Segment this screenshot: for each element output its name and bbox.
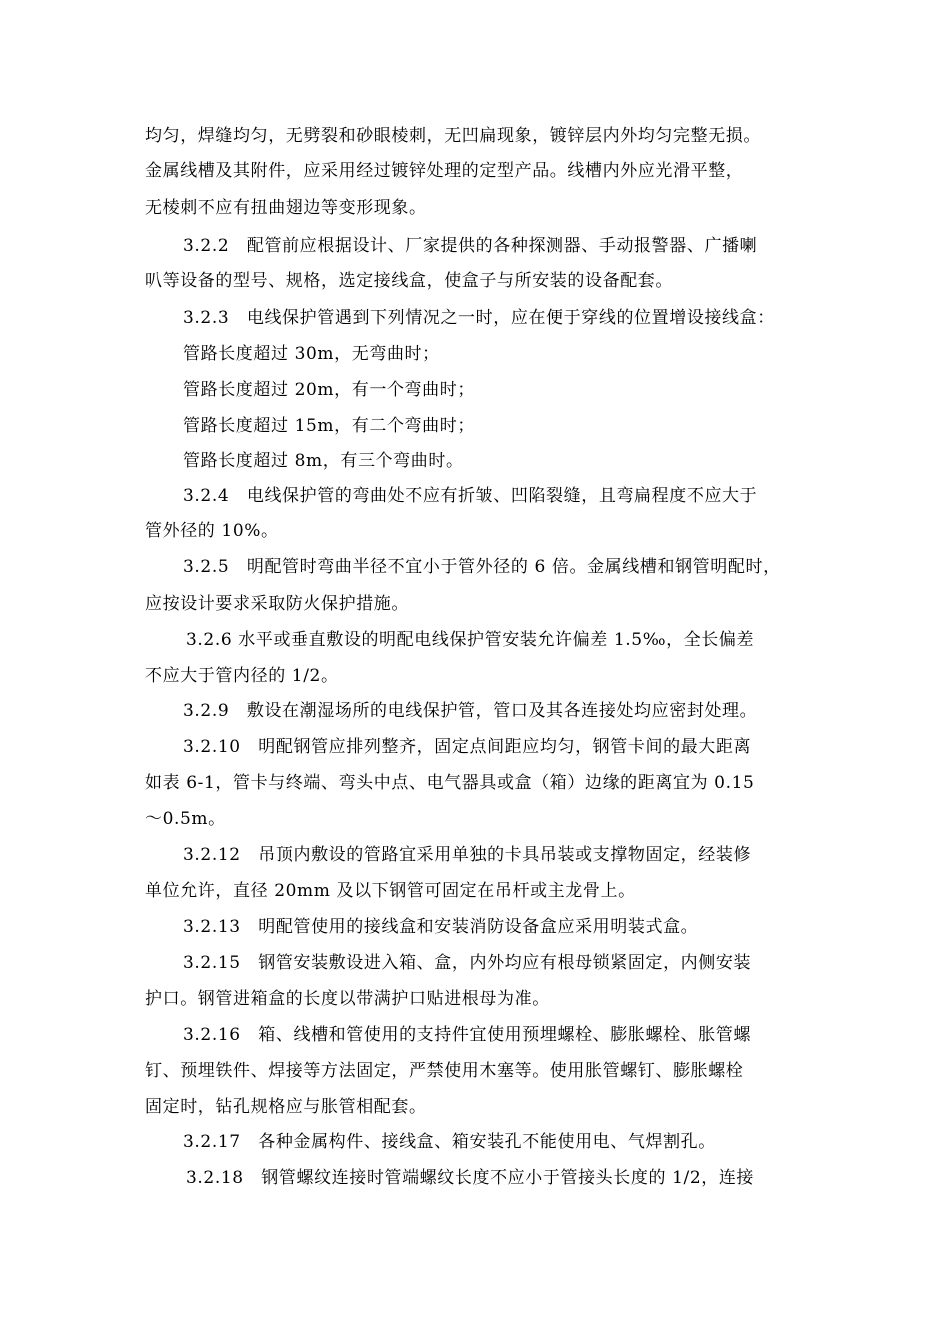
- clause-3-2-13: 3.2.13 明配管使用的接线盒和安装消防设备盒应采用明装式盒。: [183, 917, 699, 937]
- list-item: 管路长度超过 30m，无弯曲时；: [183, 344, 440, 364]
- clause-3-2-5: 3.2.5 明配管时弯曲半径不宜小于管外径的 6 倍。金属线槽和钢管明配时，: [183, 557, 781, 577]
- clause-3-2-3: 3.2.3 电线保护管遇到下列情况之一时，应在便于穿线的位置增设接线盒：: [183, 308, 775, 328]
- text-line: 不应大于管内径的 1/2。: [145, 666, 339, 686]
- text-line: ～0.5m。: [145, 809, 226, 829]
- clause-3-2-2: 3.2.2 配管前应根据设计、厂家提供的各种探测器、手动报警器、广播喇: [183, 236, 758, 256]
- clause-3-2-6: 3.2.6 水平或垂直敷设的明配电线保护管安装允许偏差 1.5‰，全长偏差: [186, 630, 755, 650]
- clause-3-2-12: 3.2.12 吊顶内敷设的管路宜采用单独的卡具吊装或支撑物固定，经装修: [183, 845, 752, 865]
- list-item: 管路长度超过 20m，有一个弯曲时；: [183, 380, 475, 400]
- text-line: 叭等设备的型号、规格，选定接线盒，使盒子与所安装的设备配套。: [145, 271, 673, 291]
- text-line: 护口。钢管进箱盒的长度以带满护口贴进根母为准。: [145, 989, 550, 1009]
- text-line: 如表 6-1，管卡与终端、弯头中点、电气器具或盒（箱）边缘的距离宜为 0.15: [145, 773, 755, 793]
- clause-3-2-15: 3.2.15 钢管安装敷设进入箱、盒，内外均应有根母锁紧固定，内侧安装: [183, 953, 752, 973]
- clause-3-2-17: 3.2.17 各种金属构件、接线盒、箱安装孔不能使用电、气焊割孔。: [183, 1132, 716, 1152]
- clause-3-2-9: 3.2.9 敷设在潮湿场所的电线保护管，管口及其各连接处均应密封处理。: [183, 701, 758, 721]
- text-line: 应按设计要求采取防火保护措施。: [145, 594, 409, 614]
- text-line: 管外径的 10%。: [145, 521, 279, 541]
- clause-3-2-18: 3.2.18 钢管螺纹连接时管端螺纹长度不应小于管接头长度的 1/2，连接: [186, 1168, 755, 1188]
- text-line: 均匀，焊缝均匀，无劈裂和砂眼棱刺，无凹扁现象，镀锌层内外均匀完整无损。: [145, 126, 761, 146]
- text-line: 钉、预埋铁件、焊接等方法固定，严禁使用木塞等。使用胀管螺钉、膨胀螺栓: [145, 1061, 744, 1081]
- clause-3-2-10: 3.2.10 明配钢管应排列整齐，固定点间距应均匀，钢管卡间的最大距离: [183, 737, 752, 757]
- text-line: 固定时，钻孔规格应与胀管相配套。: [145, 1097, 427, 1117]
- list-item: 管路长度超过 15m，有二个弯曲时；: [183, 416, 475, 436]
- clause-3-2-16: 3.2.16 箱、线槽和管使用的支持件宜使用预埋螺栓、膨胀螺栓、胀管螺: [183, 1025, 752, 1045]
- text-line: 金属线槽及其附件，应采用经过镀锌处理的定型产品。线槽内外应光滑平整，: [145, 161, 744, 181]
- text-line: 单位允许，直径 20mm 及以下钢管可固定在吊杆或主龙骨上。: [145, 881, 636, 901]
- text-line: 无棱刺不应有扭曲翅边等变形现象。: [145, 198, 427, 218]
- clause-3-2-4: 3.2.4 电线保护管的弯曲处不应有折皱、凹陷裂缝，且弯扁程度不应大于: [183, 486, 758, 506]
- list-item: 管路长度超过 8m，有三个弯曲时。: [183, 451, 464, 471]
